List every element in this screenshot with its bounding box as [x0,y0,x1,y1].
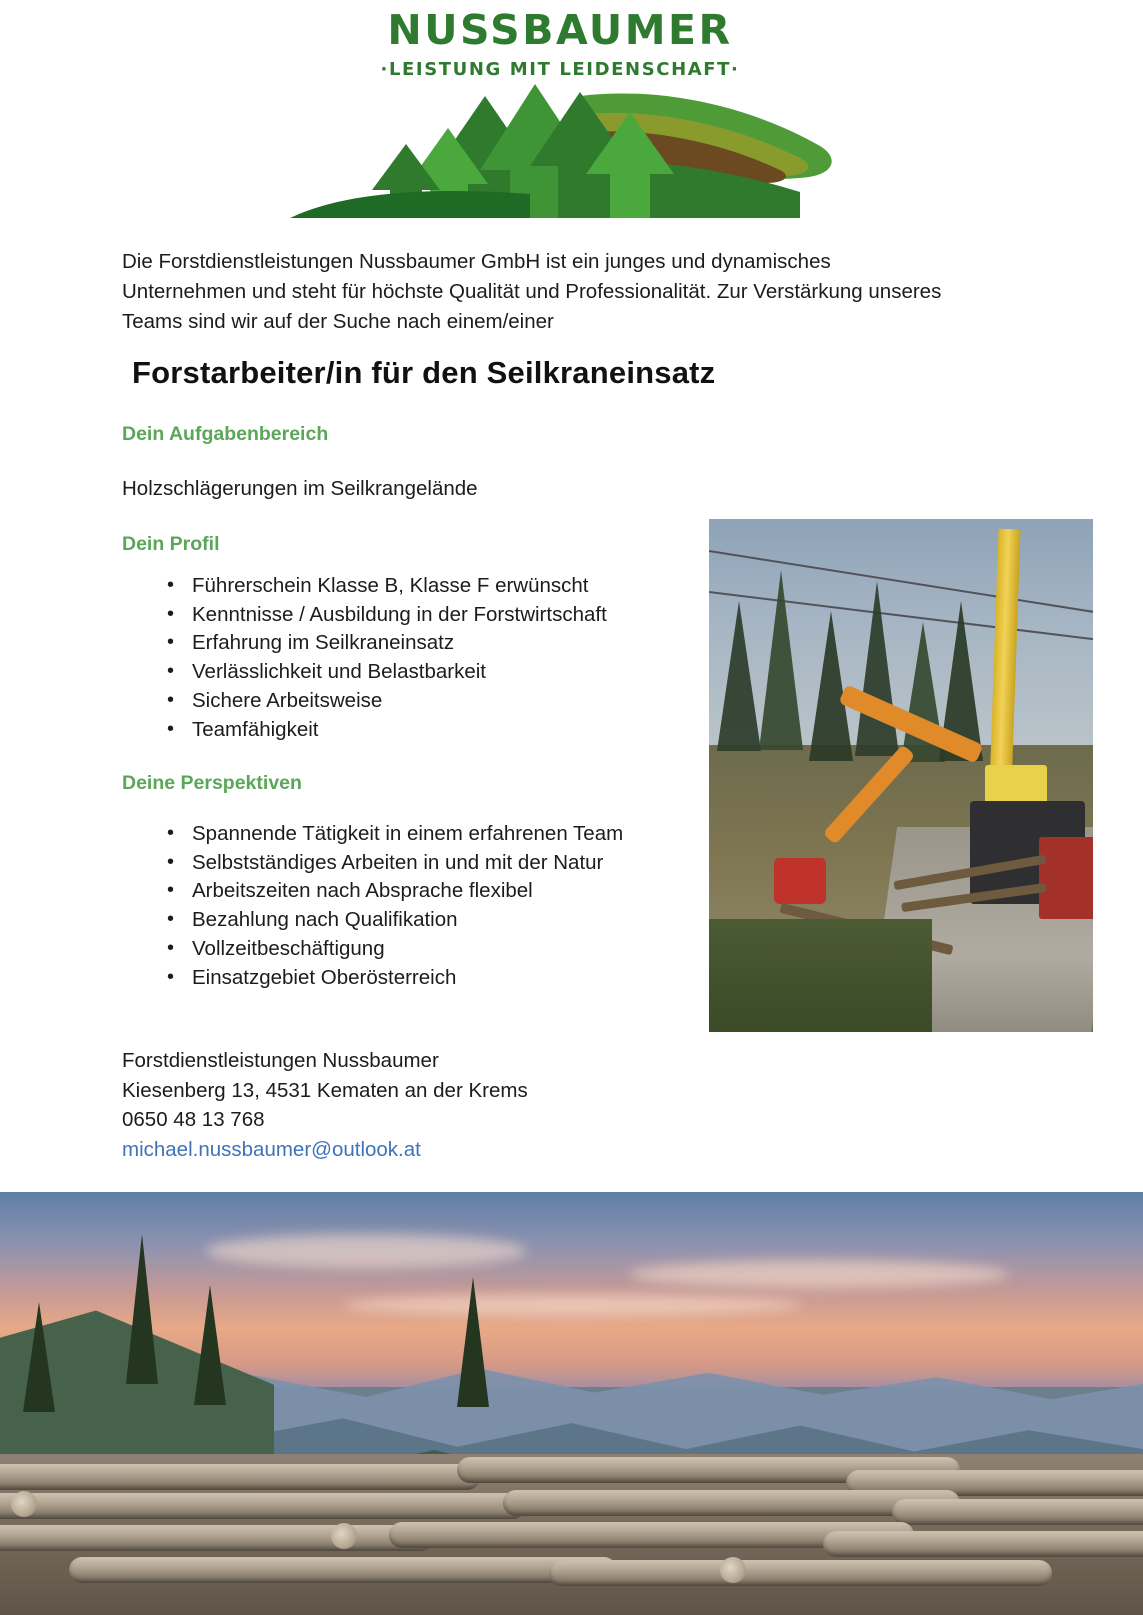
photo-fir-tree [457,1277,489,1407]
contact-company: Forstdienstleistungen Nussbaumer [122,1049,439,1072]
photo-log [0,1493,526,1519]
profil-list [122,572,722,744]
page-title: Forstarbeiter/in für den Seilkraneinsatz [132,355,716,390]
photo-log-end [720,1557,746,1583]
photo-cloud [343,1294,803,1316]
company-logo [280,0,840,218]
photo-fir-tree [23,1302,55,1412]
contact-phone: 0650 48 13 768 [122,1108,265,1132]
photo-log [0,1464,480,1490]
section-heading-perspektiven: Deine Perspektiven [122,772,302,794]
harvester-photo [709,519,1093,1032]
photo-tree [759,570,803,750]
photo-log [0,1525,434,1551]
perspektiven-list [122,820,732,992]
contact-address: Kiesenberg 13, 4531 Kematen an der Krems [122,1078,528,1102]
list-item: • Selbstständiges Arbeiten in und mit der Natur [162,849,732,878]
list-item: • Verlässlichkeit und Belastbarkeit [162,658,722,687]
list-item: • Einsatzgebiet Oberösterreich [162,964,732,993]
list-item: • Kenntnisse / Ausbildung in der Forstwirtschaft [162,601,722,630]
intro-paragraph: Die Forstdienstleistungen Nussbaumer GmbH ist ein junges und dynamisches Unternehmen und steht für höchste Qualität und Professionalität. Zur Verstärkung unseres Teams sind wir auf der Suche nach einem/einer [122,250,942,333]
photo-log [823,1531,1143,1557]
contact-block [122,1046,528,1165]
list-item: • Vollzeitbeschäftigung [162,935,732,964]
aufgabenbereich-text: Holzschlägerungen im Seilkrangelände [122,477,478,500]
list-item: • Teamfähigkeit [162,716,722,745]
photo-log [69,1557,618,1583]
contact-email-link[interactable]: michael.nussbaumer@outlook.at [122,1138,421,1162]
list-item: • Spannende Tätigkeit in einem erfahrenen Team [162,820,732,849]
photo-brush [709,919,932,1032]
mountain-sunset-photo [0,1192,1143,1615]
logo-tagline: ·LEISTUNG MIT LEIDENSCHAFT· [380,59,740,80]
photo-harvester-head [774,858,826,904]
list-item: • Bezahlung nach Qualifikation [162,906,732,935]
section-heading-aufgabenbereich: Dein Aufgabenbereich [122,423,329,445]
photo-tree [855,581,899,756]
list-item: • Erfahrung im Seilkraneinsatz [162,629,722,658]
logo-forest-illustration [280,66,840,218]
list-item: • Führerschein Klasse B, Klasse F erwünscht [162,572,722,601]
section-heading-profil: Dein Profil [122,533,220,555]
photo-fir-tree [126,1234,158,1384]
list-item: • Arbeitszeiten nach Absprache flexibel [162,877,732,906]
list-item: • Sichere Arbeitsweise [162,687,722,716]
photo-cloud [629,1260,1009,1288]
photo-red-machine [1039,837,1093,919]
photo-fir-tree [194,1285,226,1405]
photo-tree [717,601,761,751]
photo-log [892,1499,1143,1525]
photo-log-pile [0,1454,1143,1615]
logo-company-name: NUSSBAUMER [387,6,733,54]
photo-log [549,1560,1052,1586]
